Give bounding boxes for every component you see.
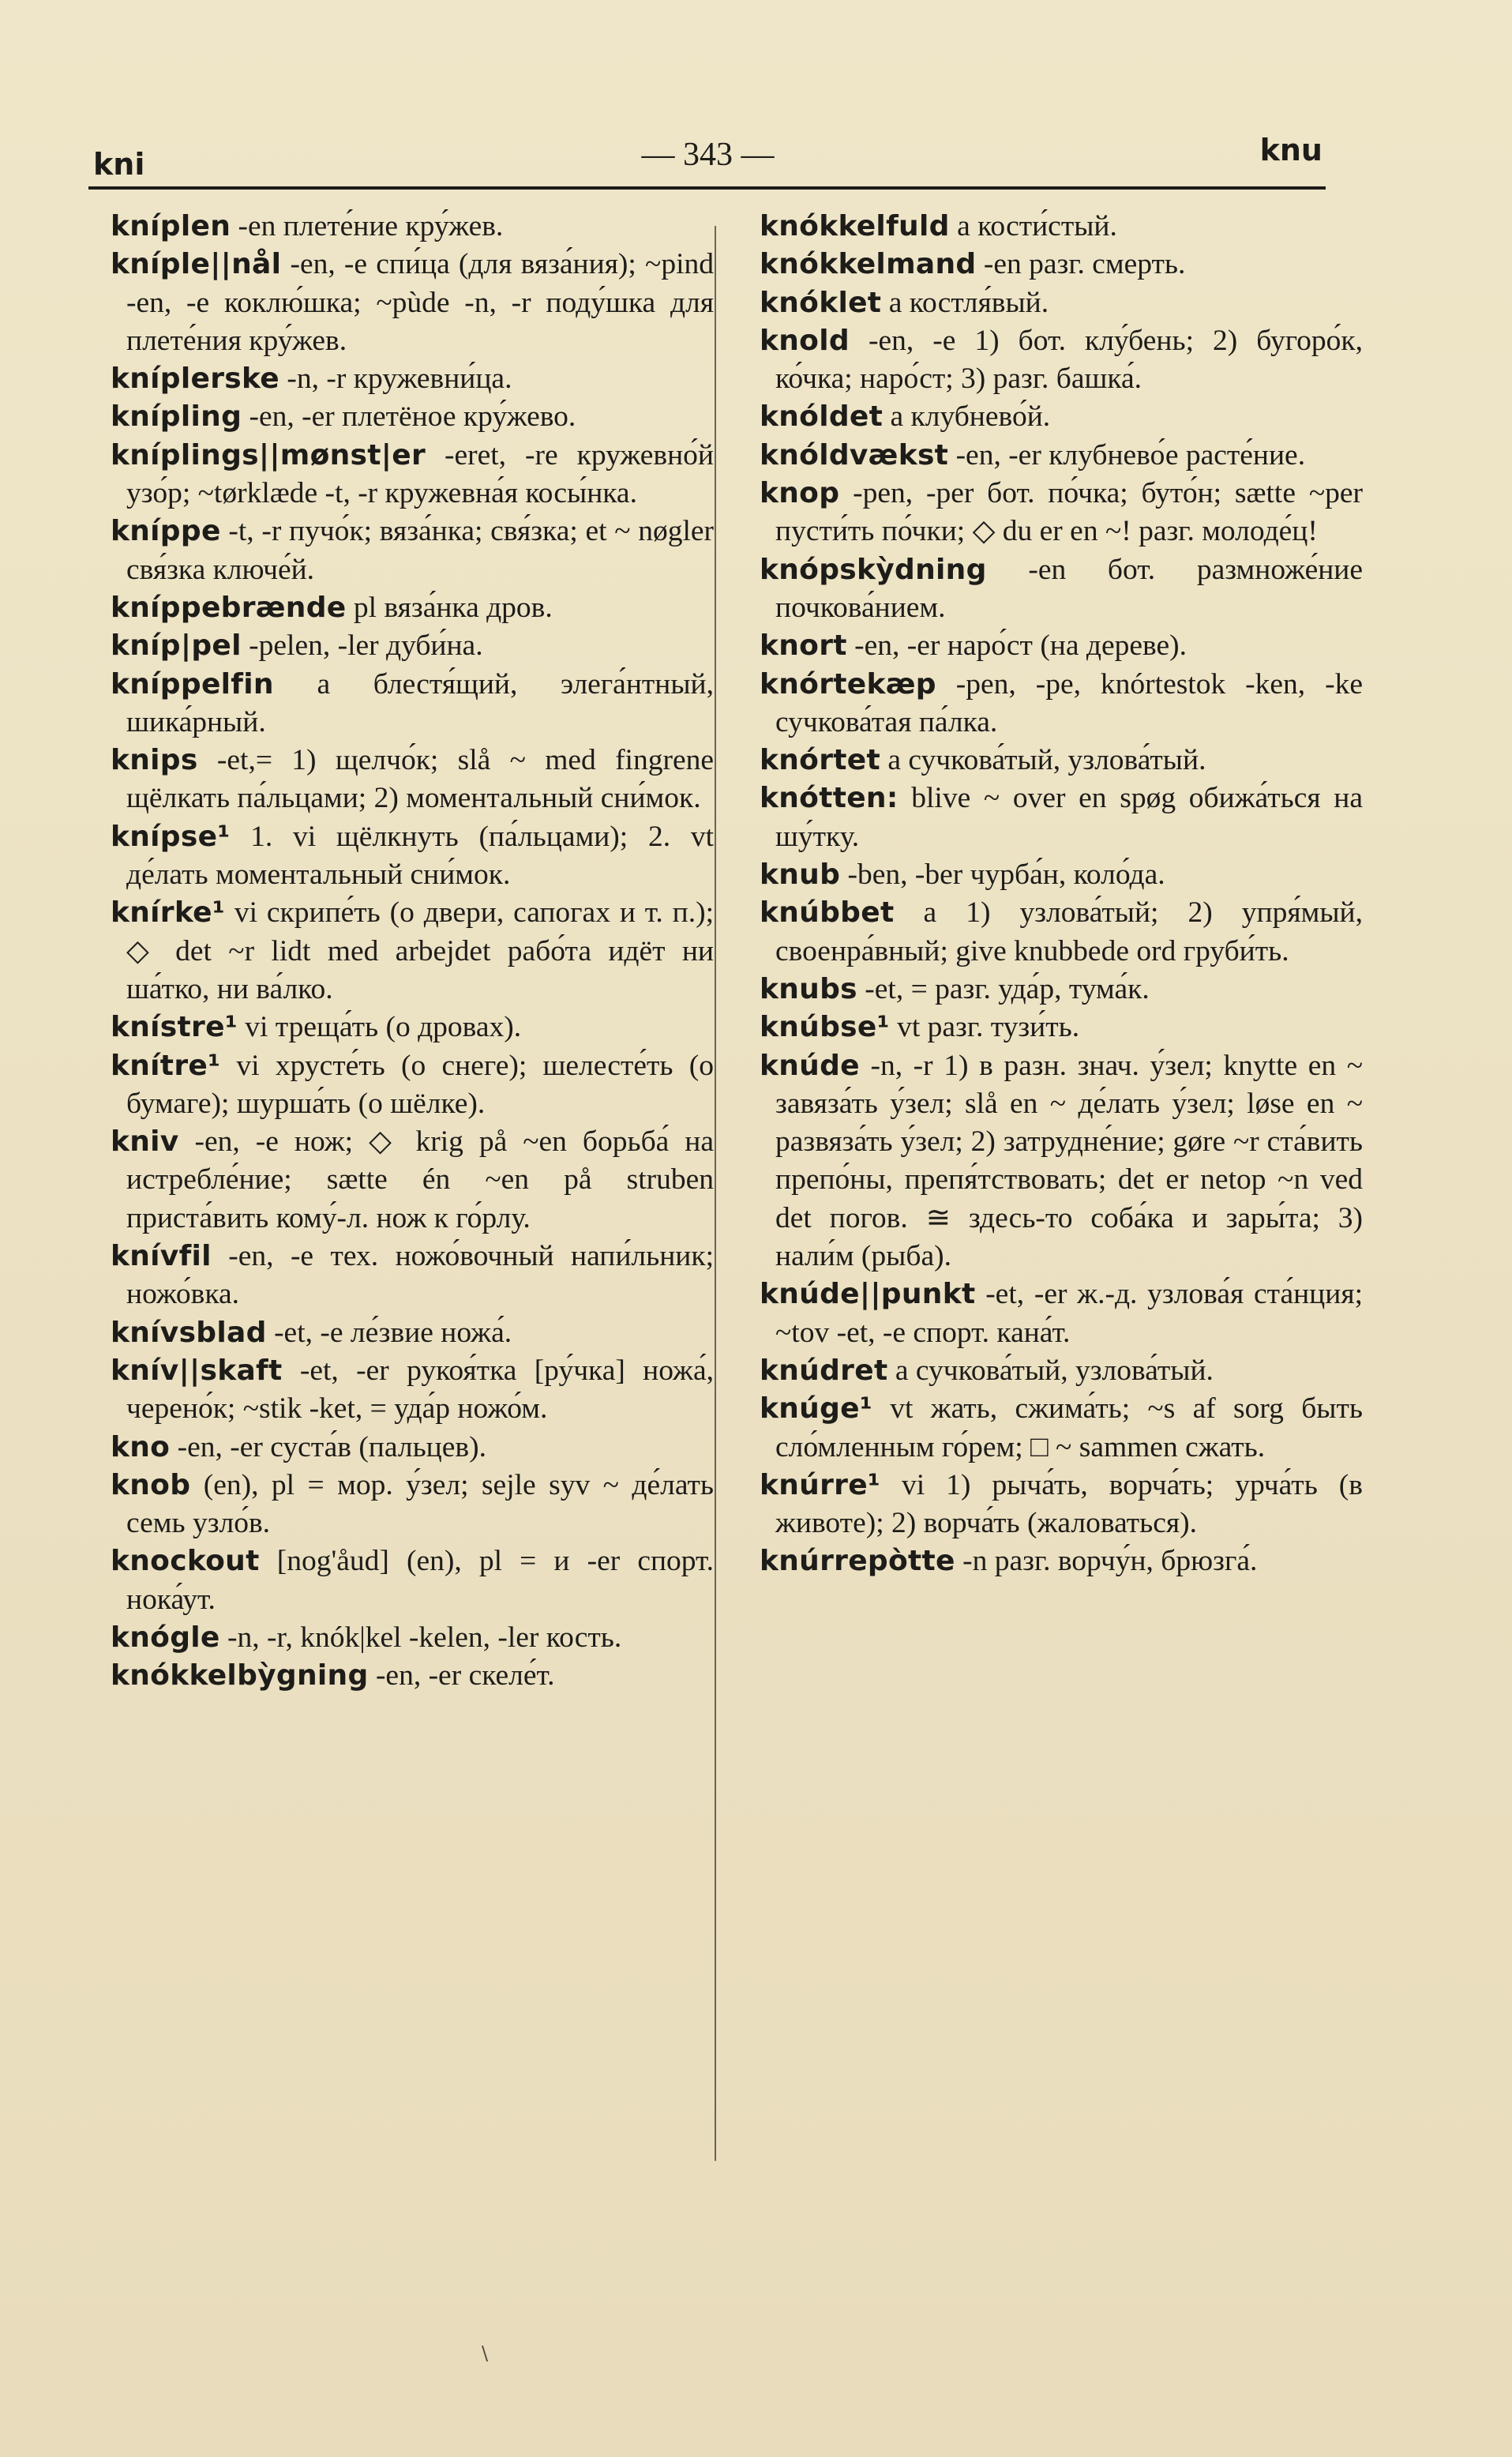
entry-headword: kníple||nål [111, 248, 282, 281]
entry-headword: knórtekæp [760, 667, 936, 701]
entry-definition: -en бот. размноже́ние почкова́нием. [775, 553, 1363, 624]
page-mark: \ [482, 2342, 489, 2365]
entry-headword: knóldet [760, 400, 884, 434]
entry-headword: knúbse¹ [760, 1011, 890, 1044]
entry-headword: kníplings||mønst|er [111, 438, 426, 471]
dictionary-entry [747, 855, 1363, 893]
entry-headword: knípse¹ [111, 820, 231, 853]
dictionary-entry [747, 1351, 1363, 1389]
entry-headword: kníppelfin [111, 667, 274, 701]
entry-definition: a блестя́щий, элега́нтный, шика́рный. [126, 667, 714, 738]
dictionary-entry [98, 397, 714, 435]
dictionary-entry [98, 665, 714, 742]
guide-word-right: knu [1259, 133, 1323, 167]
entry-definition: [nog'åud] (en), pl = и -er спорт. нока́ут. [126, 1545, 714, 1616]
entry-definition: -n, -r, knók|kel -kelen, -ler кость. [219, 1621, 622, 1654]
dictionary-entry [747, 893, 1363, 970]
dictionary-entry [98, 1237, 714, 1313]
dictionary-entry [98, 1656, 714, 1694]
entry-headword: knóldvækst [760, 438, 949, 471]
dictionary-entry [98, 436, 714, 513]
entry-definition: -et, -er рукоя́тка [ру́чка] ножа́, черено́к; ~stik -ket, = уда́р ножо́м. [126, 1354, 714, 1426]
entry-definition: -en, -e тех. ножо́вочный напи́льник; ножо́вка. [126, 1240, 714, 1311]
entry-headword: kníplen [111, 210, 231, 242]
dictionary-entry [747, 207, 1363, 245]
entry-headword: kniv [111, 1125, 179, 1159]
entry-definition: -pen, -pe, knórtestok -ken, -ke сучкова́тая па́лка. [775, 667, 1363, 738]
dictionary-entry [747, 245, 1363, 283]
entry-headword: knókkelbỳgning [111, 1659, 369, 1692]
entry-headword: kno [111, 1430, 171, 1463]
entry-headword: knírke¹ [111, 896, 225, 930]
entry-definition: blive ~ over en spøg обижа́ться на шу́тку. [775, 782, 1363, 853]
entry-definition: -en разг. смерть. [976, 248, 1186, 281]
entry-headword: knúrre¹ [760, 1468, 880, 1501]
entry-definition: -et,= 1) щелчо́к; slå ~ med fingrene щёлкать па́льцами; 2) моментальный сни́мок. [126, 744, 714, 815]
entry-definition: -et, -er ж.-д. узлова́я ста́нция; ~tov -et, -e спорт. кана́т. [775, 1278, 1363, 1349]
dictionary-entry [98, 1122, 714, 1237]
entry-headword: knívfil [111, 1240, 212, 1273]
entry-headword: knógle [111, 1621, 220, 1654]
dictionary-entry [98, 893, 714, 1008]
entry-headword: knókkelfuld [760, 210, 950, 242]
dictionary-entry [98, 626, 714, 664]
entry-definition: -pelen, -ler дуби́на. [241, 629, 483, 663]
entry-headword: knístre¹ [111, 1011, 238, 1044]
entry-headword: knúde [760, 1049, 860, 1082]
dictionary-entry [98, 1008, 714, 1046]
entry-definition: a сучкова́тый, узлова́тый. [880, 744, 1206, 777]
dictionary-entry [98, 1466, 714, 1542]
entry-headword: knóklet [760, 286, 882, 319]
dictionary-entry [98, 359, 714, 397]
right-column [747, 207, 1363, 1580]
entry-headword: kníp|pel [111, 629, 242, 663]
entry-definition: vt разг. тузи́ть. [889, 1011, 1080, 1044]
entry-definition: a кости́стый. [949, 210, 1117, 242]
dictionary-entry [747, 550, 1363, 627]
dictionary-entry [747, 1542, 1363, 1580]
dictionary-entry [98, 207, 714, 245]
dictionary-entry [747, 321, 1363, 398]
dictionary-entry [747, 1008, 1363, 1046]
entry-definition: vi 1) рыча́ть, ворча́ть; урча́ть (в животе); 2) ворча́ть (жаловаться). [775, 1468, 1363, 1540]
dictionary-entry [747, 665, 1363, 742]
entry-definition: -en, -er клубнево́е расте́ние. [948, 438, 1306, 471]
dictionary-entry [98, 1351, 714, 1428]
entry-headword: knúdret [760, 1354, 888, 1387]
entry-headword: knubs [760, 972, 857, 1005]
entry-definition: -en плете́ние кру́жев. [231, 210, 504, 242]
entry-definition: -en, -e 1) бот. клу́бень; 2) бугоро́к, ко́чка; наро́ст; 3) разг. башка́. [775, 324, 1363, 396]
entry-definition: -et, = разг. уда́р, тума́к. [857, 972, 1150, 1005]
entry-headword: knípре [111, 515, 221, 548]
entry-definition: -eret, -re кружевно́й узо́р; ~tørklæde -t, -r кружевна́я косы́нка. [126, 438, 714, 510]
dictionary-entry [98, 588, 714, 626]
header-rule [88, 186, 1326, 190]
entry-headword: knívsblad [111, 1316, 267, 1349]
entry-headword: knúge¹ [760, 1392, 872, 1426]
entry-definition: a клубнево́й. [883, 400, 1051, 434]
dictionary-entry [747, 436, 1363, 474]
dictionary-entry [747, 474, 1363, 550]
running-head [93, 118, 1323, 182]
entry-definition: vi треща́ть (о дровах). [237, 1011, 522, 1044]
entry-definition: -et, -e ле́звие ножа́. [266, 1316, 512, 1349]
entry-headword: knips [111, 744, 198, 777]
entry-headword: knob [111, 1468, 191, 1501]
dictionary-entry [747, 1046, 1363, 1275]
dictionary-entry [98, 1313, 714, 1351]
left-column [98, 207, 714, 1695]
column-divider [715, 226, 716, 2161]
entry-headword: knúde||punkt [760, 1278, 976, 1311]
entry-headword: knótten: [760, 782, 899, 815]
entry-definition: pl вяза́нка дров. [346, 591, 553, 624]
entry-definition: -n, -r кружевни́ца. [280, 363, 512, 396]
entry-headword: knúrrepòtte [760, 1545, 955, 1578]
entry-headword: knúbbet [760, 896, 895, 930]
entry-definition: -en, -er скеле́т. [368, 1659, 555, 1692]
dictionary-entry [747, 741, 1363, 779]
entry-definition: vi скрипе́ть (о двери, сапогах и т. п.); ◇ det ~r lidt med arbejdet рабо́та идёт ни ша́тко, ни ва́лко. [126, 896, 714, 1005]
entry-definition: -en, -er суста́в (пальцев). [170, 1430, 486, 1463]
entry-headword: knold [760, 324, 850, 357]
entry-definition: a костля́вый. [881, 286, 1049, 319]
entry-headword: knípling [111, 400, 242, 434]
entry-headword: knív||skaft [111, 1354, 283, 1387]
dictionary-entry [747, 626, 1363, 664]
dictionary-entry [98, 1428, 714, 1466]
entry-definition: -en, -e нож; ◇ krig på ~en борьба́ на истребле́ние; sætte én ~en på struben приста́вить кому́-л. нож к го́рлу. [126, 1125, 714, 1234]
entry-definition: -t, -r пучо́к; вяза́нка; свя́зка; et ~ nøgler свя́зка ключе́й. [126, 515, 714, 586]
entry-definition: -ben, -ber чурба́н, коло́да. [840, 858, 1165, 892]
entry-headword: knort [760, 629, 847, 663]
entry-headword: kníppebrænde [111, 591, 347, 624]
guide-word-left: kni [93, 147, 145, 182]
dictionary-entry [98, 512, 714, 588]
entry-definition: -n, -r 1) в разн. знач. у́зел; knytte en ~ завяза́ть у́зел; slå en ~ де́лать у́зел; løse en ~ развяза́ть у́зел; 2) затрудне́ние; gøre ~r ста́вить препо́ны, препя́тствовать; det er netop ~n ved det погов. ≅ здесь-то соба́ка и зары́та; 3) нали́м (рыба). [775, 1049, 1363, 1273]
dictionary-entry [98, 1542, 714, 1618]
entry-headword: knópskỳdning [760, 553, 987, 586]
dictionary-entry [747, 970, 1363, 1008]
entry-definition: -en, -er наро́ст (на дереве). [846, 629, 1187, 663]
dictionary-entry [747, 779, 1363, 855]
dictionary-entry [98, 1618, 714, 1656]
entry-definition: -n разг. ворчу́н, брюзга́. [955, 1545, 1258, 1578]
entry-definition: 1. vi щёлкнуть (па́льцами); 2. vt де́лать моментальный сни́мок. [126, 820, 714, 892]
entry-definition: a сучкова́тый, узлова́тый. [887, 1354, 1214, 1387]
entry-headword: knockout [111, 1545, 260, 1578]
entry-definition: -pen, -per бот. по́чка; буто́н; sætte ~per пусти́ть по́чки; ◇ du er en ~! разг. молоде́ц! [775, 477, 1363, 548]
entry-headword: knítre¹ [111, 1049, 221, 1082]
dictionary-entry [747, 1275, 1363, 1351]
entry-definition: a 1) узлова́тый; 2) упря́мый, своенра́вный; give knubbede ord груби́ть. [775, 896, 1363, 967]
dictionary-entry [98, 817, 714, 894]
entry-headword: knop [760, 477, 840, 510]
entry-headword: knókkelmand [760, 248, 977, 281]
dictionary-entry [98, 245, 714, 359]
dictionary-entry [747, 284, 1363, 321]
entry-headword: knub [760, 858, 841, 892]
entry-definition: vi хрусте́ть (о снеге); шелесте́ть (о бумаге); шурша́ть (о шёлке). [126, 1049, 714, 1120]
dictionary-entry [98, 741, 714, 817]
entry-headword: kníplerske [111, 363, 280, 396]
dictionary-entry [98, 1046, 714, 1123]
dictionary-entry [747, 1466, 1363, 1542]
entry-headword: knórtet [760, 744, 880, 777]
entry-definition: -en, -er плетёное кру́жево. [242, 400, 576, 434]
entry-definition: vt жать, сжима́ть; ~s af sorg быть сло́мленным го́рем; □ ~ sammen сжать. [775, 1392, 1363, 1463]
dictionary-entry [747, 397, 1363, 435]
page-number: — 343 — [641, 137, 775, 173]
entry-definition: (en), pl = мор. у́зел; sejle syv ~ де́лать семь узло́в. [126, 1468, 714, 1540]
entry-definition: -en, -e спи́ца (для вяза́ния); ~pind -en, -e коклю́шка; ~pùde -n, -r поду́шка для плете́ния кру́жев. [126, 248, 714, 357]
dictionary-entry [747, 1389, 1363, 1466]
